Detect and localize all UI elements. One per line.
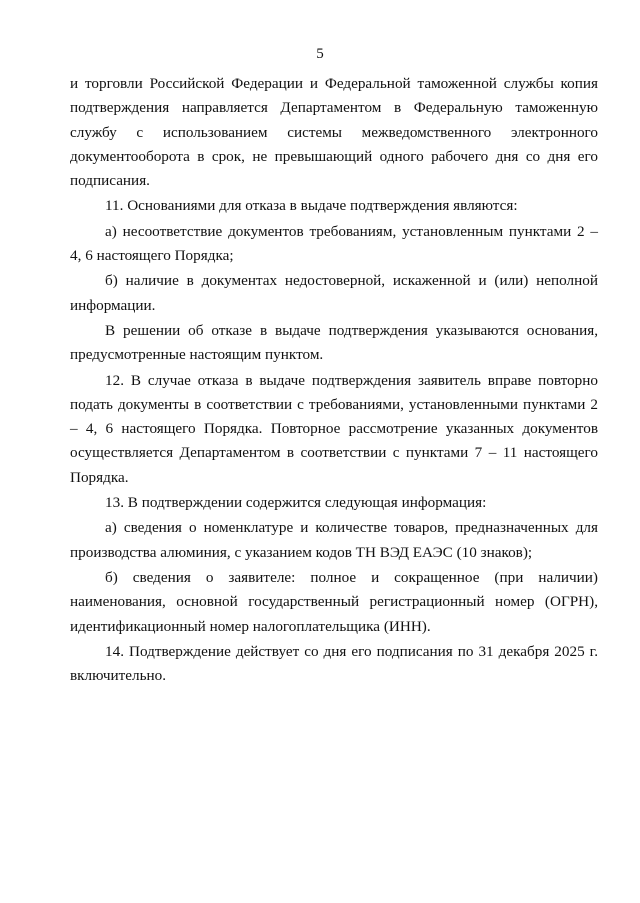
paragraph-13-item-b: б) сведения о заявителе: полное и сокращенное (при наличии) наименования, основной государственный регистрационный номер (ОГРН), идентификационный номер налогоплательщика (ИНН). <box>70 568 598 635</box>
paragraph-11-refusal-grounds: В решении об отказе в выдаче подтверждения указываются основания, предусмотренные настоящим пунктом. <box>70 321 598 364</box>
paragraph-11-heading: 11. Основаниями для отказа в выдаче подтверждения являются: <box>105 197 518 215</box>
paragraph-11-item-b: б) наличие в документах недостоверной, искаженной и (или) неполной информации. <box>70 272 598 314</box>
page-number: 5 <box>316 46 324 62</box>
paragraph-13-item-a: а) сведения о номенклатуре и количестве товаров, предназначенных для производства алюминия, с указанием кодов ТН ВЭД ЕАЭС (10 знаков); <box>70 519 598 561</box>
paragraph-14: 14. Подтверждение действует со дня его подписания по 31 декабря 2025 г. включительно. <box>70 642 598 685</box>
paragraph-13-heading: 13. В подтверждении содержится следующая информация: <box>105 494 487 512</box>
paragraph-continuation: и торговли Российской Федерации и Федеральной таможенной службы копия подтверждения направляется Департаментом в Федеральную таможенную службу с использованием системы межведомственного электронного документооборота в срок, не превышающий одного рабочего дня со дня его подписания. <box>70 75 598 190</box>
document-body <box>70 72 598 688</box>
paragraph-12: 12. В случае отказа в выдаче подтверждения заявитель вправе повторно подать документы в соответствии с требованиями, установленными пунктами 2 – 4, 6 настоящего Порядка. Повторное рассмотрение указанных документов осуществляется Департаментом в соответствии с пунктами 7 – 11 настоящего Порядка. <box>70 371 598 486</box>
paragraph-11-item-a: а) несоответствие документов требованиям, установленным пунктами 2 – 4, 6 настоящего Порядка; <box>70 222 598 265</box>
